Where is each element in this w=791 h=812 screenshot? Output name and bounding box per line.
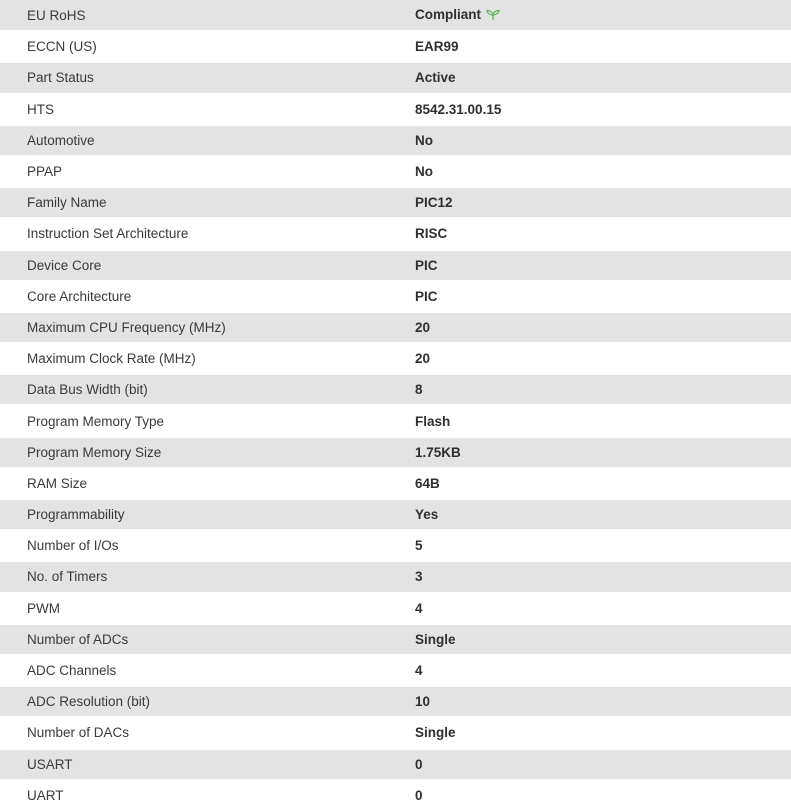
spec-label: ADC Channels [0, 655, 415, 686]
spec-value: 4 [415, 593, 791, 624]
spec-label: ECCN (US) [0, 31, 415, 62]
spec-value: 5 [415, 530, 791, 561]
spec-row-eu-rohs [0, 0, 791, 31]
spec-label: Maximum CPU Frequency (MHz) [0, 312, 415, 343]
spec-value: 20 [415, 343, 791, 374]
spec-row-eccn [0, 31, 791, 62]
spec-label: ADC Resolution (bit) [0, 686, 415, 717]
spec-label: PWM [0, 593, 415, 624]
spec-value: RISC [415, 218, 791, 249]
spec-row-isa [0, 218, 791, 249]
spec-row-family-name [0, 187, 791, 218]
spec-label: Number of I/Os [0, 530, 415, 561]
spec-value: 4 [415, 655, 791, 686]
spec-value: No [415, 125, 791, 156]
spec-value: No [415, 156, 791, 187]
spec-row-adc-resolution [0, 686, 791, 717]
spec-label: Program Memory Size [0, 437, 415, 468]
spec-value: Single [415, 624, 791, 655]
spec-row-hts [0, 94, 791, 125]
spec-row-ram-size [0, 468, 791, 499]
spec-row-programmability [0, 499, 791, 530]
spec-value-text: Compliant [415, 6, 481, 22]
spec-label: Instruction Set Architecture [0, 218, 415, 249]
spec-row-number-of-adcs [0, 624, 791, 655]
spec-row-program-memory-type [0, 405, 791, 436]
spec-row-device-core [0, 250, 791, 281]
spec-value: EAR99 [415, 31, 791, 62]
spec-label: EU RoHS [0, 0, 415, 31]
spec-label: Number of DACs [0, 717, 415, 748]
spec-value: Single [415, 717, 791, 748]
spec-row-data-bus-width [0, 374, 791, 405]
spec-row-number-of-dacs [0, 717, 791, 748]
spec-row-core-architecture [0, 281, 791, 312]
spec-label: USART [0, 749, 415, 780]
spec-value: 20 [415, 312, 791, 343]
spec-label: RAM Size [0, 468, 415, 499]
leaf-icon [486, 9, 500, 24]
spec-label: PPAP [0, 156, 415, 187]
spec-value: 8542.31.00.15 [415, 94, 791, 125]
spec-value: 10 [415, 686, 791, 717]
spec-label: Program Memory Type [0, 405, 415, 436]
spec-row-max-cpu-frequency [0, 312, 791, 343]
spec-value: 1.75KB [415, 437, 791, 468]
spec-value: 64B [415, 468, 791, 499]
spec-value: Flash [415, 405, 791, 436]
spec-label: Family Name [0, 187, 415, 218]
spec-value: Yes [415, 499, 791, 530]
spec-value: 0 [415, 780, 791, 811]
spec-value: 3 [415, 561, 791, 592]
spec-label: Number of ADCs [0, 624, 415, 655]
spec-row-timers [0, 561, 791, 592]
spec-label: Programmability [0, 499, 415, 530]
spec-label: UART [0, 780, 415, 811]
spec-row-usart [0, 749, 791, 780]
spec-row-max-clock-rate [0, 343, 791, 374]
spec-row-part-status [0, 62, 791, 93]
spec-row-adc-channels [0, 655, 791, 686]
spec-value: 8 [415, 374, 791, 405]
spec-value: PIC [415, 281, 791, 312]
spec-label: HTS [0, 94, 415, 125]
spec-row-number-of-ios [0, 530, 791, 561]
spec-value: 0 [415, 749, 791, 780]
spec-label: Automotive [0, 125, 415, 156]
spec-label: Part Status [0, 62, 415, 93]
spec-label: Data Bus Width (bit) [0, 374, 415, 405]
spec-row-uart [0, 780, 791, 811]
spec-row-program-memory-size [0, 437, 791, 468]
spec-label: No. of Timers [0, 561, 415, 592]
spec-row-automotive [0, 125, 791, 156]
spec-label: Device Core [0, 250, 415, 281]
spec-row-pwm [0, 593, 791, 624]
spec-value: PIC [415, 250, 791, 281]
spec-value: Active [415, 62, 791, 93]
spec-value: PIC12 [415, 187, 791, 218]
spec-value [415, 0, 791, 31]
spec-label: Core Architecture [0, 281, 415, 312]
spec-row-ppap [0, 156, 791, 187]
spec-label: Maximum Clock Rate (MHz) [0, 343, 415, 374]
